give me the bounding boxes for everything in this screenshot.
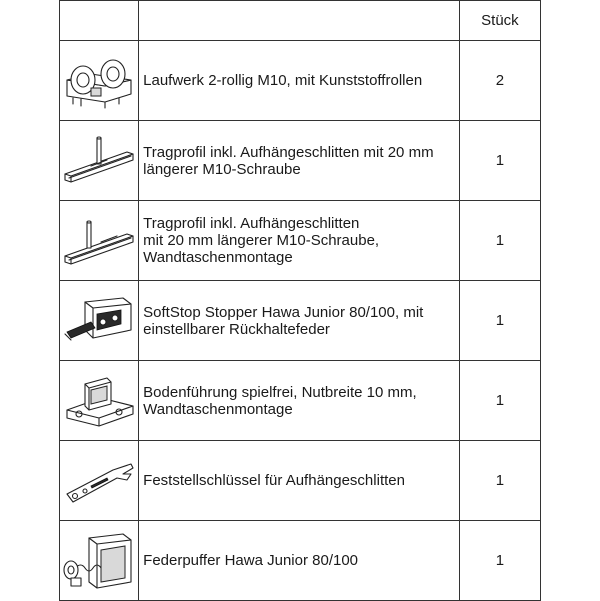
- wrench-icon: [61, 444, 137, 518]
- description-cell: [139, 361, 460, 441]
- description-line: Feststellschlüssel für Aufhängeschlitten: [143, 472, 405, 489]
- table-row: [60, 41, 541, 121]
- description-cell: [139, 41, 460, 121]
- table-row: [60, 361, 541, 441]
- description-line: Tragprofil inkl. Aufhängeschlitten: [143, 215, 360, 232]
- table-row: [60, 441, 541, 521]
- description-line: Laufwerk 2-rollig M10, mit Kunststoffrollen: [143, 72, 423, 89]
- softstop-icon: [61, 284, 137, 358]
- quantity-cell: 1: [459, 281, 540, 361]
- floor-guide-icon: [61, 364, 137, 438]
- quantity-cell: 2: [459, 41, 540, 121]
- image-cell: [60, 281, 139, 361]
- description-line: Bodenführung spielfrei, Nutbreite 10 mm,: [143, 383, 417, 401]
- quantity-cell: 1: [459, 121, 540, 201]
- trolley-icon: [61, 44, 137, 118]
- description-line: Wandtaschenmontage: [143, 249, 293, 266]
- image-cell: [60, 361, 139, 441]
- description-cell: [139, 441, 460, 521]
- table-row: [60, 521, 541, 601]
- description-cell: [139, 121, 460, 201]
- header-description-cell: [139, 1, 460, 41]
- image-cell: [60, 201, 139, 281]
- table-header-row: [60, 1, 541, 41]
- track-profile-icon: [61, 124, 137, 198]
- image-cell: [60, 521, 139, 601]
- description-line: Tragprofil inkl. Aufhängeschlitten mit 20 mm: [143, 143, 434, 161]
- header-image-cell: [60, 1, 139, 41]
- description-line: längerer M10-Schraube: [143, 160, 301, 178]
- quantity-cell: 1: [459, 361, 540, 441]
- description-cell: [139, 281, 460, 361]
- track-profile-wall-icon: [61, 204, 137, 278]
- quantity-cell: 1: [459, 201, 540, 281]
- table-row: [60, 201, 541, 281]
- description-cell: [139, 201, 460, 281]
- parts-list-table: [59, 0, 541, 601]
- header-quantity-cell: Stück: [459, 1, 540, 41]
- description-cell: [139, 521, 460, 601]
- description-line: mit 20 mm längerer M10-Schraube,: [143, 232, 380, 249]
- image-cell: [60, 121, 139, 201]
- image-cell: [60, 441, 139, 521]
- spring-buffer-icon: [61, 524, 137, 598]
- description-line: Wandtaschenmontage: [143, 400, 293, 418]
- description-line: einstellbarer Rückhaltefeder: [143, 320, 330, 338]
- description-line: Federpuffer Hawa Junior 80/100: [143, 552, 359, 569]
- quantity-cell: 1: [459, 441, 540, 521]
- quantity-cell: 1: [459, 521, 540, 601]
- description-line: SoftStop Stopper Hawa Junior 80/100, mit: [143, 303, 424, 321]
- image-cell: [60, 41, 139, 121]
- table-row: [60, 281, 541, 361]
- table-row: [60, 121, 541, 201]
